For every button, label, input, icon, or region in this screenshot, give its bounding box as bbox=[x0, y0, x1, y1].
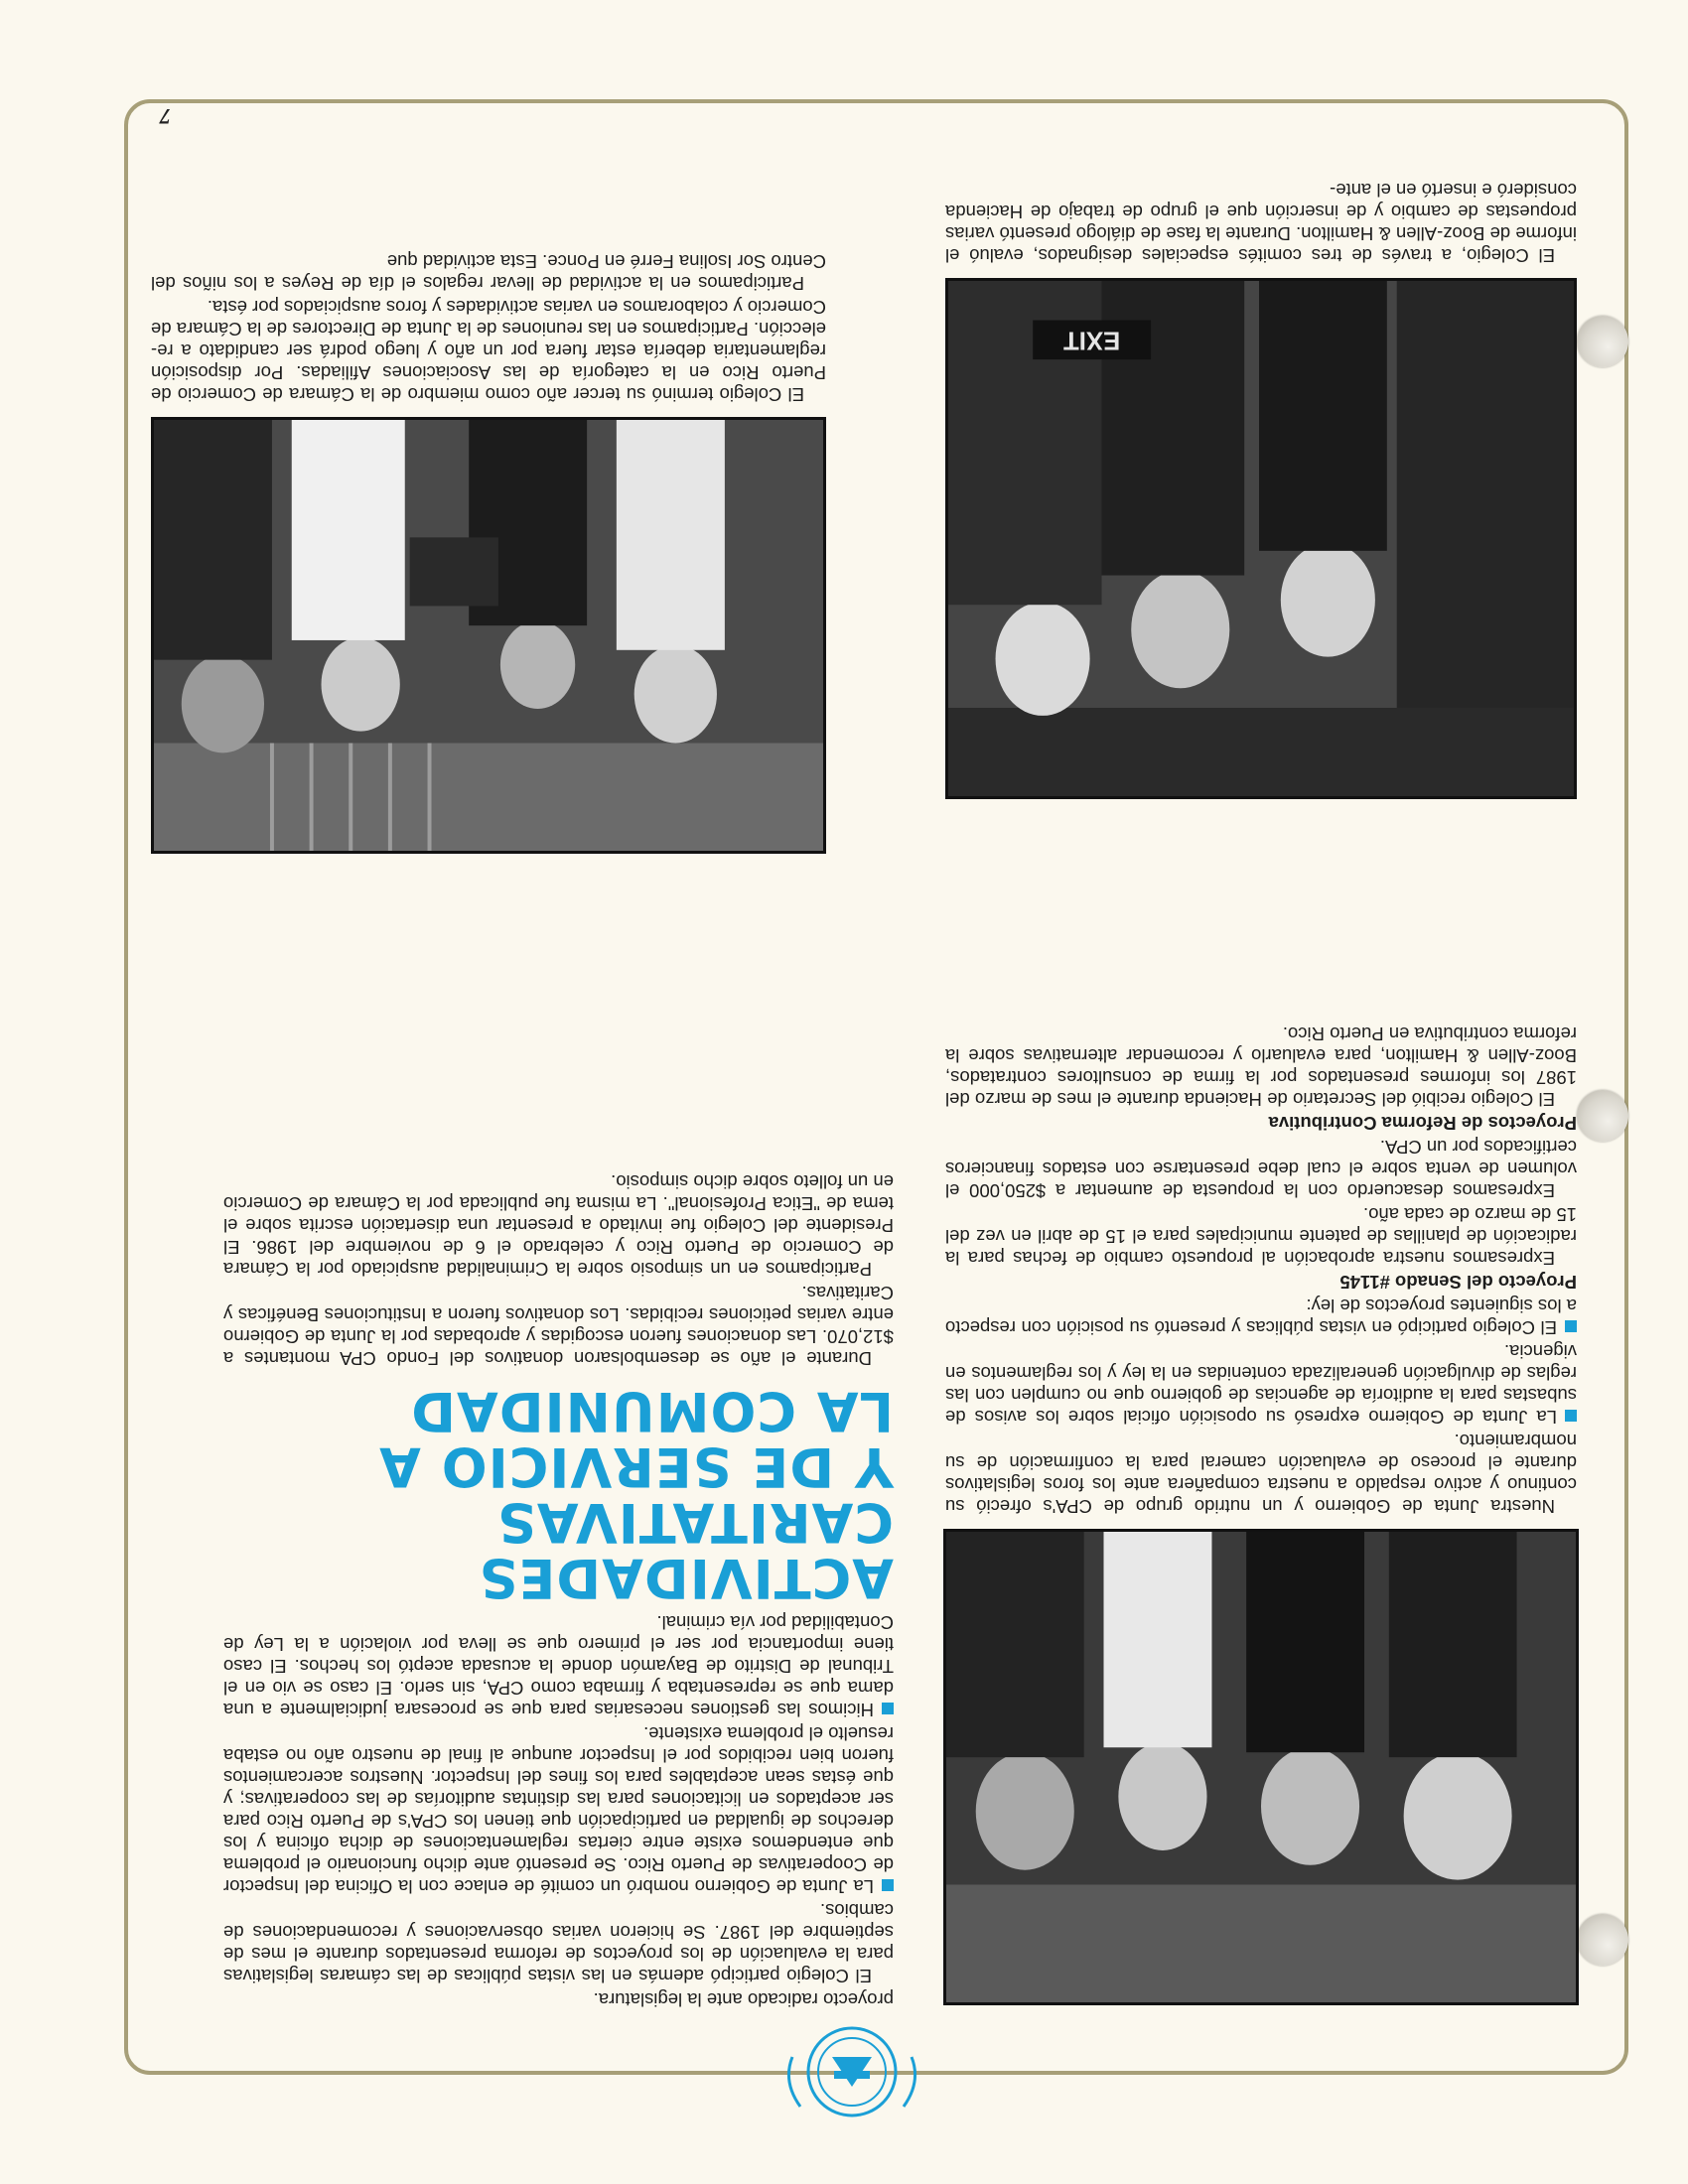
bullet-paragraph bbox=[223, 1611, 894, 1720]
bullet-text: La Junta de Gobierno nombró un comité de enlace con la Oficina del Inspector de Cooperativas de Puerto Rico. Se presentó ante dicho funcionario el problema que entendemos existe entre ciertas reglamentaciones de dicha oficina y los derechos de igualdad en participación que tienen los CPA's de Puerto Rico para ser aceptados en licitaciones para las distintas auditorías de las cooperativas; y que éstas sean aceptables para los fines del Inspector. Nuestros acercamientos fueron bien recibidos por el Inspector aunque al final de nuestro año no estaba resuelto el problema existente. bbox=[223, 1723, 894, 1897]
column-1-continued bbox=[945, 177, 1577, 266]
photo-reyes-activity bbox=[151, 417, 826, 854]
paragraph: El Colegio recibió del Secretario de Hacienda durante el mes de marzo del 1987 los informes presentados por la firma de consultores contratados, Booz-Allen & Hamilton, para evaluarlo y recomendar alternativas sobre la reforma contributiva en Puerto Rico. bbox=[945, 1024, 1577, 1110]
subheading: Proyecto del Senado #1145 bbox=[1339, 1272, 1577, 1293]
paragraph: Expresamos desacuerdo con la propuesta de aumentar a $250,000 el volumen de venta sobre el cual debe presentarse con estados financieros certificados por un CPA. bbox=[945, 1137, 1577, 1201]
paragraph: Expresamos nuestra aprobación al propuesto cambio de fechas para la radicación de planillas de patente municipales para el 15 de abril en vez del 15 de marzo de cada año. bbox=[945, 1204, 1577, 1269]
heading-line: Y DE SERVICIO A bbox=[378, 1435, 894, 1498]
photo-exit-men bbox=[945, 278, 1577, 799]
column-2-text bbox=[223, 1168, 894, 2010]
binder-hole-middle bbox=[1577, 1090, 1628, 1142]
paragraph: Nuestra Junta de Gobierno y un nutrido grupo de CPA's ofreció su continuo y activo respaldo a nuestra compañera ante los foros legislativos durante el proceso de evaluación cameral para la confirmación de su nombramiento. bbox=[945, 1431, 1577, 1517]
bullet-text: La Junta de Gobierno expresó su oposición oficial sobre los avisos de subastas para la auditoría de agencias de gobierno que no cumplen con las reglas de divulgación generalizada contenidas en la ley y los reglamentos en vigencia. bbox=[945, 1341, 1577, 1428]
paragraph: proyecto radicado ante la legislatura. bbox=[593, 1989, 894, 2010]
exit-sign-text: EXIT bbox=[1063, 326, 1121, 354]
paragraph: Participamos en la actividad de llevar regalos el día de Reyes a los niños del Centro Sor Isolina Ferré en Ponce. Esta actividad que bbox=[151, 251, 826, 294]
bullet-square-icon bbox=[882, 1879, 894, 1891]
heading-line: LA COMUNIDAD bbox=[410, 1380, 894, 1442]
bullet-paragraph bbox=[223, 1722, 894, 1897]
photo-group-men bbox=[943, 1529, 1579, 2005]
binder-hole-bottom bbox=[1577, 316, 1628, 367]
bullet-paragraph bbox=[945, 1340, 1577, 1428]
heading-line: ACTIVIDADES CARITATIVAS bbox=[478, 1491, 894, 1609]
page-number: 7 bbox=[160, 104, 171, 129]
column-2-continued bbox=[151, 248, 826, 405]
bullet-square-icon bbox=[1565, 1320, 1577, 1332]
bullet-square-icon bbox=[1565, 1410, 1577, 1422]
bullet-square-icon bbox=[882, 1703, 894, 1714]
column-1-text bbox=[945, 1021, 1577, 1517]
subheading: Proyectos de Reforma Contributiva bbox=[1268, 1113, 1577, 1134]
bullet-text: Hicimos las gestiones necesarias para que se procesara judicialmente a una dama que se representaba y firmaba como CPA, sin serlo. El caso se vio en el Tribunal de Distrito de Bayamón donde la acusada aceptó los hechos. El caso tiene importancia por ser el primero que se lleva por violación a la Ley de Contabilidad por vía criminal. bbox=[223, 1612, 894, 1720]
paragraph: El Colegio terminó su tercer año como miembro de la Cámara de Comercio de Puerto Rico en la categoría de las Asociaciones Afiliadas. Por disposición reglamentaria debería estar fuera por un año y luego podrá ser candidato a re-elección. Participamos en las reuniones de la Junta de Directores de la Cámara de Comercio y colaboramos en varias actividades y foros auspiciados por ésta. bbox=[151, 297, 826, 405]
paragraph: El Colegio participó además en las vistas públicas de las cámaras legislativas para la evaluación de los proyectos de reforma presentados durante el mes de septiembre del 1987. Se hicieron varias observaciones y recomendaciones de cambios. bbox=[223, 1900, 894, 1986]
paragraph: El Colegio, a través de tres comités especiales designados, evaluó el informe de Booz-Allen & Hamilton. Durante la fase de diálogo presentó varias propuestas de cambio y de inserción que el grupo de trabajo de Hacienda consideró e insertó en el ante- bbox=[945, 180, 1577, 266]
college-seal-logo bbox=[782, 2017, 921, 2126]
binder-hole-top bbox=[1577, 1914, 1628, 1966]
paragraph: Durante el año se desembolsaron donativos del Fondo CPA montantes a $12,070. Las donaciones fueron escogidas y aprobadas por la Junta de Gobierno entre varias peticiones recibidas. Los donativos fueron a Instituciones Benéficas y Caritativas. bbox=[223, 1283, 894, 1369]
bullet-paragraph bbox=[945, 1295, 1577, 1338]
bullet-text: El Colegio participó en vistas públicas y presentó su posición con respecto a los siguientes proyectos de ley: bbox=[945, 1296, 1577, 1338]
section-heading bbox=[223, 1380, 894, 1609]
paragraph: Participamos en un simposio sobre la Criminalidad auspiciado por la Cámara de Comercio de Puerto Rico y celebrado el 6 de noviembre del 1986. El Presidente del Colegio fue invitado a presentar una disertación escrita sobre el tema de "Etica Profesional". La misma fue publicada por la Cámara de Comercio en un folleto sobre dicho simposio. bbox=[223, 1171, 894, 1280]
